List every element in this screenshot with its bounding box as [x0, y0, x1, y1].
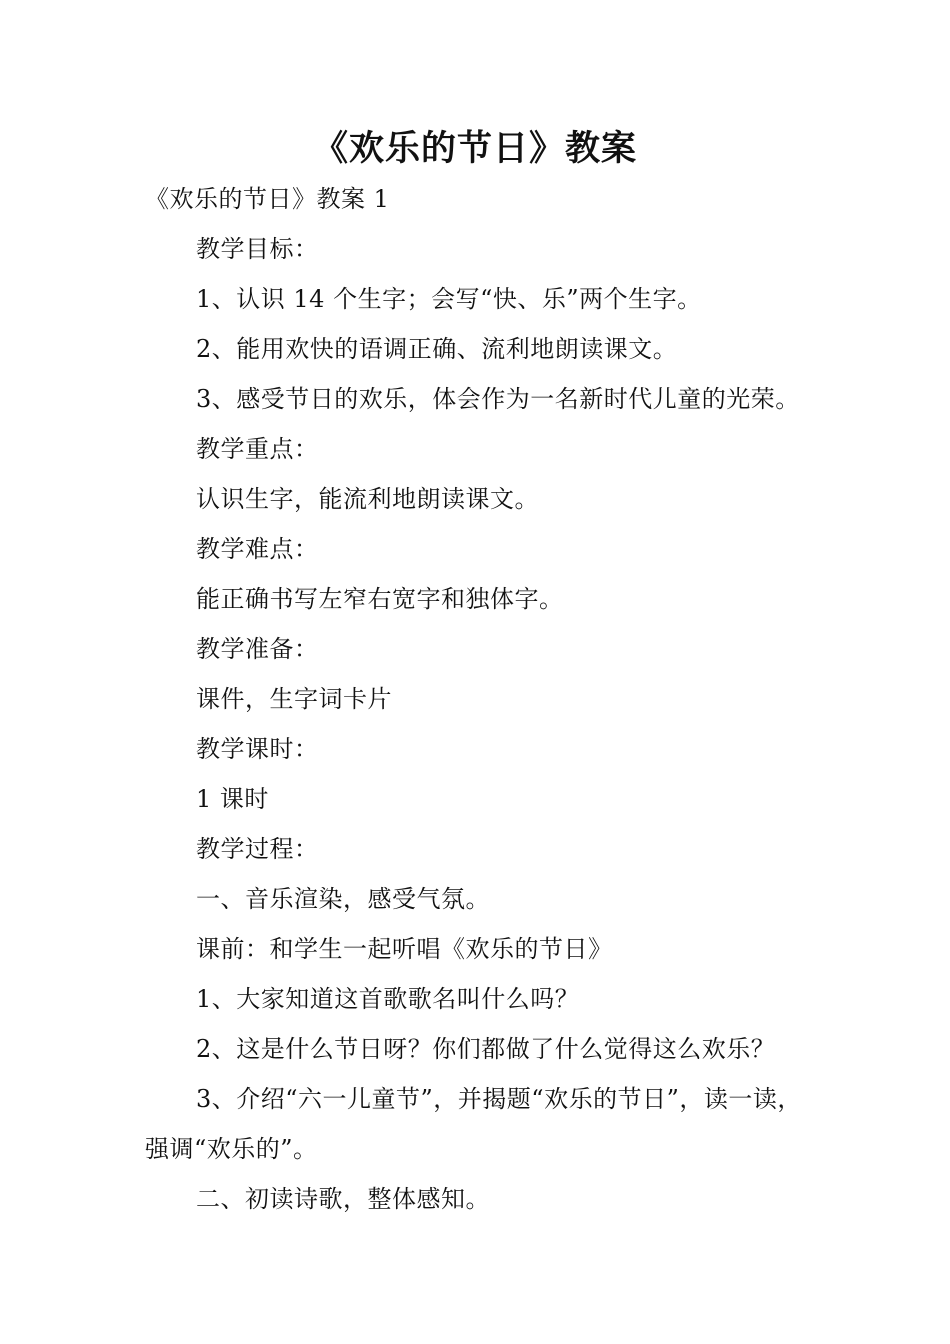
- lesson-hours-text: 1 课时: [196, 785, 269, 813]
- objective-2: 2、能用欢快的语调正确、流利地朗读课文。: [196, 335, 678, 363]
- section-heading-difficulties: 教学难点：: [196, 535, 319, 563]
- process-step-1: 一、音乐渲染，感受气氛。: [196, 885, 490, 913]
- objective-1: 1、认识 14 个生字；会写“快、乐”两个生字。: [196, 285, 702, 313]
- process-question-2: 2、这是什么节日呀？你们都做了什么觉得这么欢乐？: [196, 1035, 776, 1063]
- document-subtitle: 《欢乐的节日》教案 1: [145, 185, 390, 213]
- process-step-2: 二、初读诗歌，整体感知。: [196, 1185, 490, 1213]
- section-heading-process: 教学过程：: [196, 835, 319, 863]
- process-pre-class: 课前：和学生一起听唱《欢乐的节日》: [196, 935, 613, 963]
- objective-3: 3、感受节日的欢乐，体会作为一名新时代儿童的光荣。: [196, 385, 800, 413]
- section-heading-lesson-hours: 教学课时：: [196, 735, 319, 763]
- process-question-1: 1、大家知道这首歌歌名叫什么吗？: [196, 985, 580, 1013]
- section-heading-key-points: 教学重点：: [196, 435, 319, 463]
- preparation-text: 课件，生字词卡片: [196, 685, 392, 713]
- document-title: 《欢乐的节日》教案: [312, 129, 637, 169]
- process-question-3: 3、介绍“六一儿童节”，并揭题“欢乐的节日”，读一读，强调“欢乐的”。: [145, 1085, 802, 1163]
- difficulties-text: 能正确书写左窄右宽字和独体字。: [196, 585, 564, 613]
- section-heading-preparation: 教学准备：: [196, 635, 319, 663]
- key-points-text: 认识生字，能流利地朗读课文。: [196, 485, 539, 513]
- section-heading-objectives: 教学目标：: [196, 235, 319, 263]
